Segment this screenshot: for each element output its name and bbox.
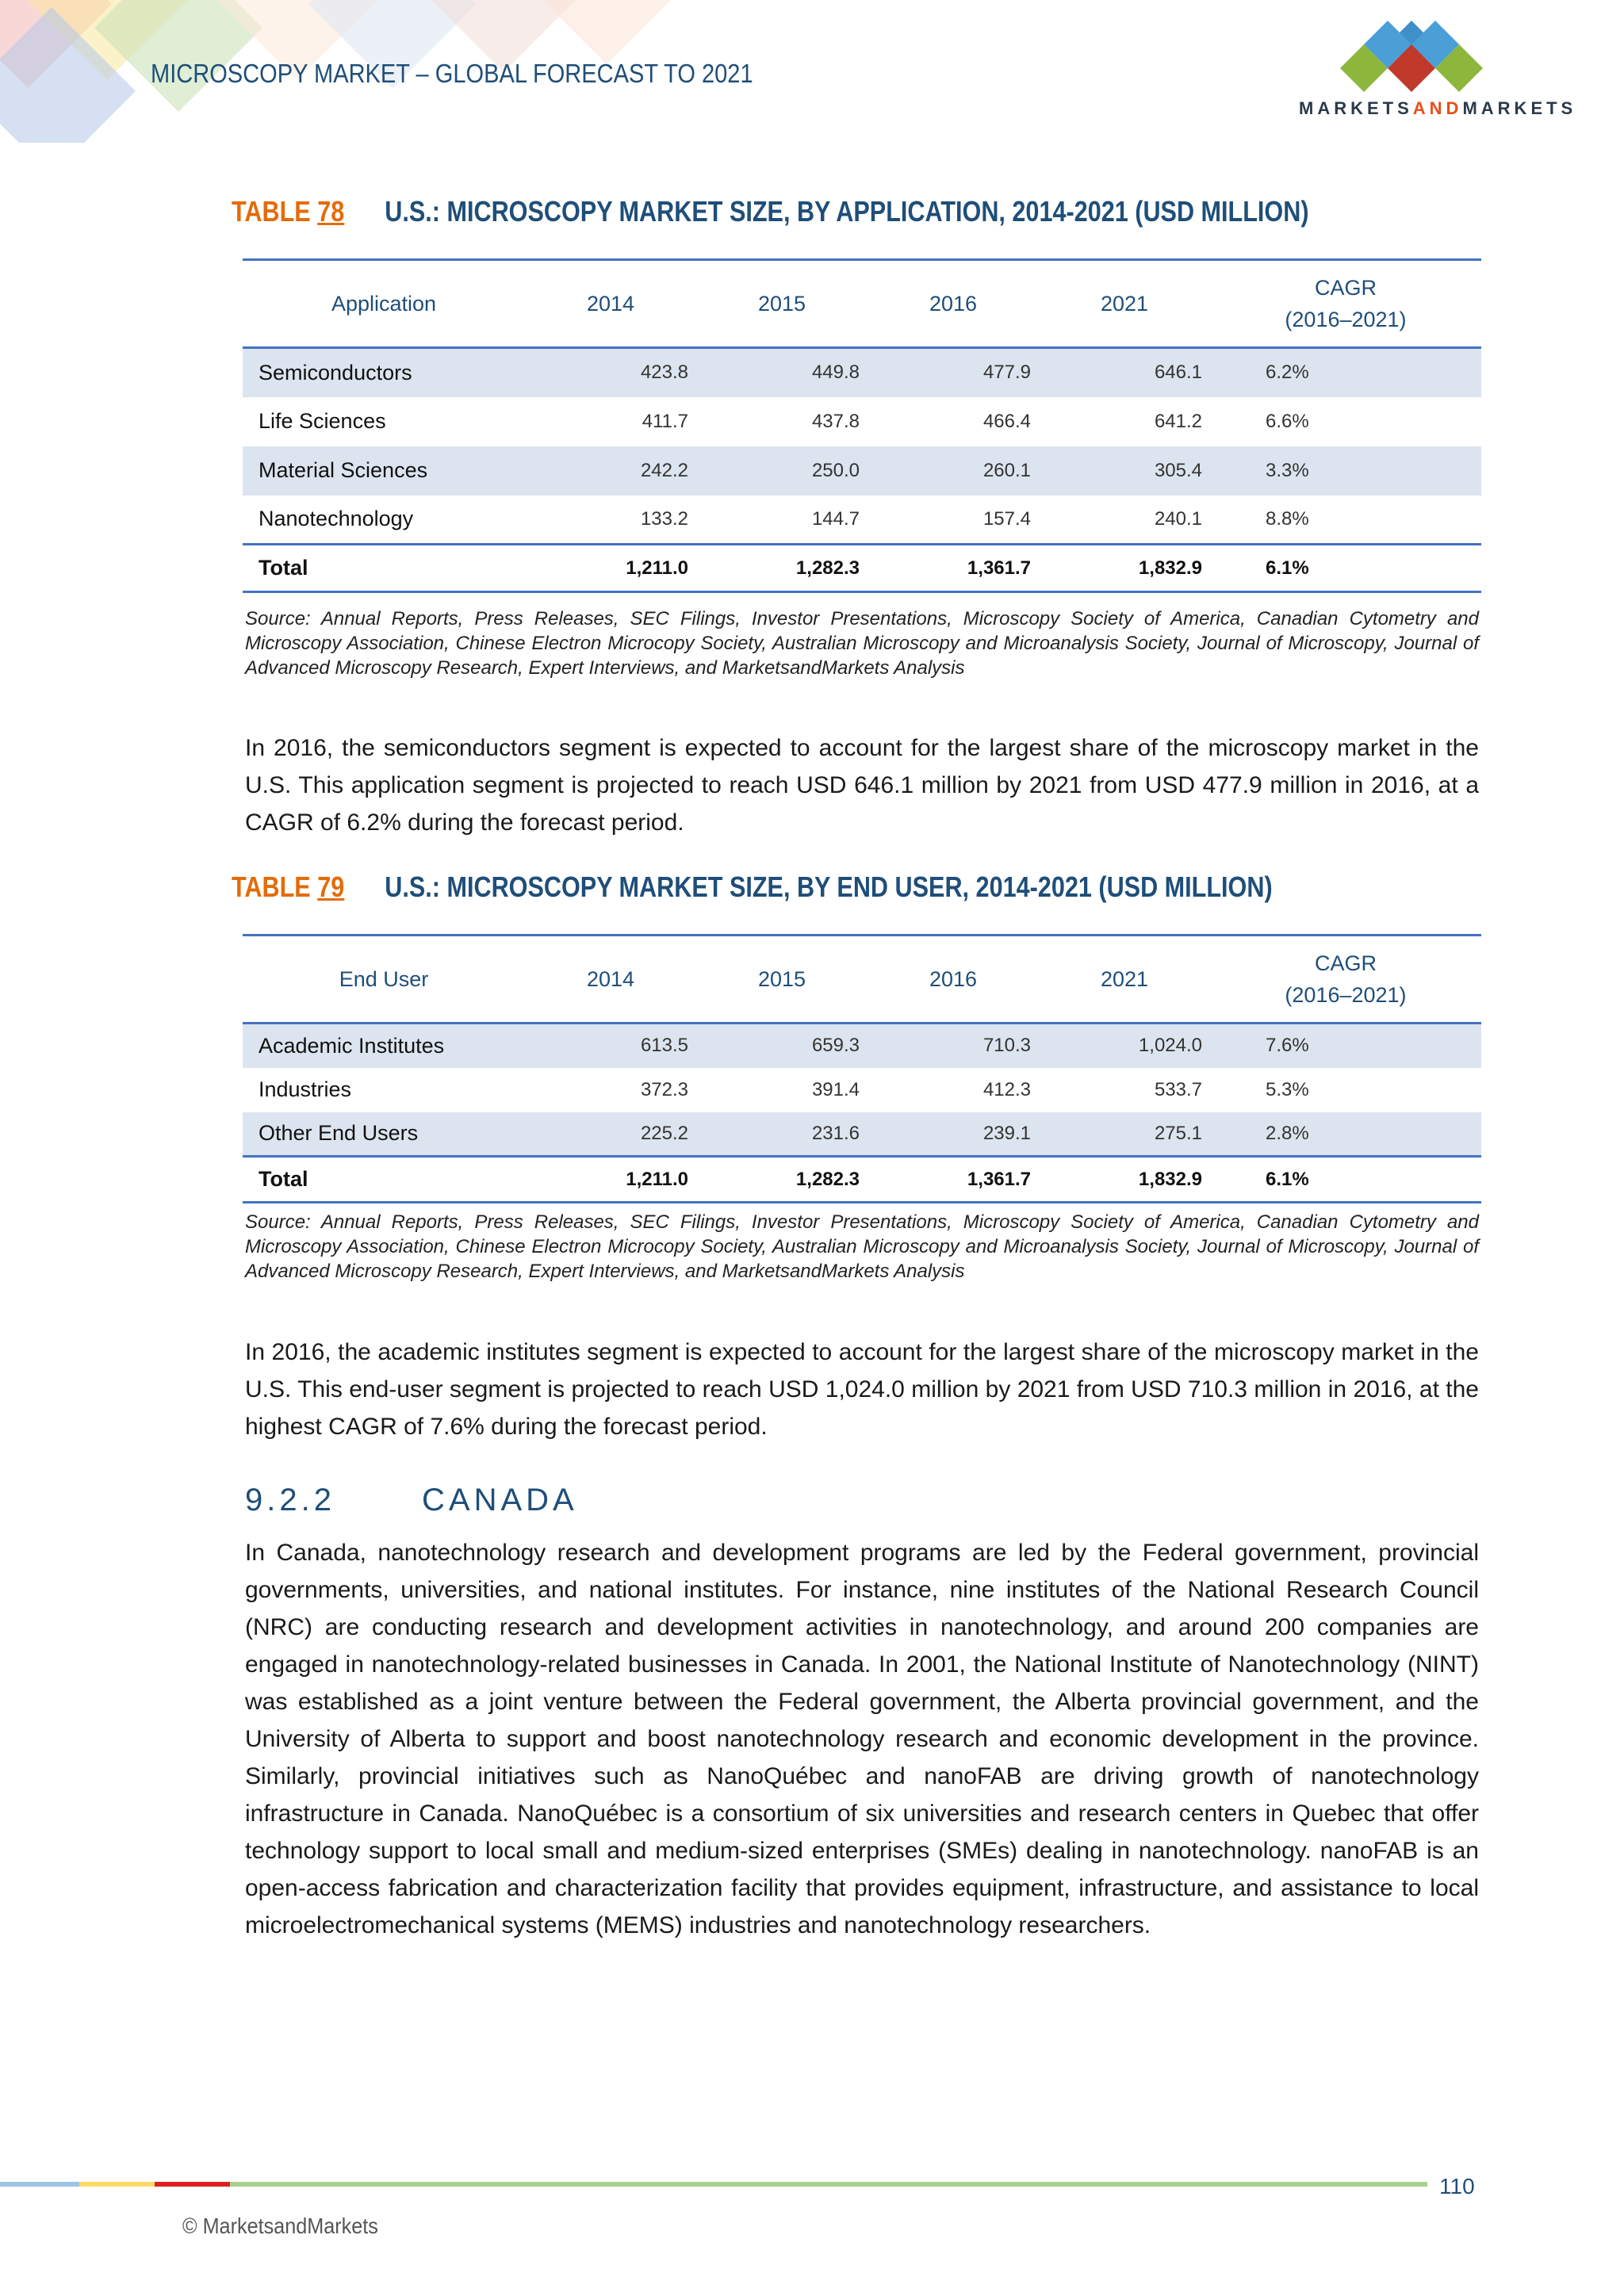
- value-cell: 533.7: [1154, 1078, 1202, 1100]
- column-header: 2016: [868, 936, 1039, 1024]
- table-total-row: [243, 1157, 1481, 1203]
- value-cell: 411.7: [642, 410, 688, 432]
- table-78: [243, 258, 1481, 593]
- footer-rule: [230, 2182, 1427, 2187]
- value-cell: 1,282.3: [696, 1157, 868, 1203]
- value-cell: 6.6%: [1266, 410, 1309, 432]
- row-label-cell: Total: [243, 545, 525, 592]
- row-label-cell: Semiconductors: [243, 348, 525, 397]
- row-label-cell: Life Sciences: [259, 409, 386, 433]
- value-cell: 613.5: [525, 1024, 696, 1068]
- value-cell: 3.3%: [1210, 446, 1481, 496]
- value-cell: 6.1%: [1210, 545, 1481, 592]
- value-cell: 260.1: [868, 446, 1039, 496]
- column-header: 2014: [525, 260, 696, 348]
- table-78-title: U.S.: MICROSCOPY MARKET SIZE, BY APPLICATION, 2014-2021 (USD MILLION): [385, 195, 1309, 228]
- value-cell: 449.8: [696, 348, 868, 397]
- table-row: [243, 397, 1481, 446]
- footer-rule-segment: [0, 2182, 79, 2187]
- column-header: 2021: [1039, 260, 1210, 348]
- value-cell: 8.8%: [1266, 507, 1309, 530]
- value-cell: 225.2: [525, 1112, 696, 1157]
- value-cell: 391.4: [811, 1078, 860, 1100]
- column-header: Application: [243, 260, 525, 348]
- table-row: [243, 496, 1481, 545]
- row-label-cell: Nanotechnology: [259, 507, 414, 531]
- table-row: [243, 1112, 1481, 1157]
- value-cell: 7.6%: [1210, 1024, 1481, 1068]
- footer-rule-segment: [79, 2182, 155, 2187]
- table-row: [243, 1024, 1481, 1068]
- value-cell: 250.0: [696, 446, 868, 496]
- table-79-title: U.S.: MICROSCOPY MARKET SIZE, BY END USER, 2014-2021 (USD MILLION): [385, 871, 1273, 903]
- table-total-row: [243, 545, 1481, 592]
- value-cell: 372.3: [640, 1078, 688, 1100]
- row-label-cell: Other End Users: [243, 1112, 525, 1157]
- value-cell: 275.1: [1039, 1112, 1210, 1157]
- table-79: [243, 934, 1481, 1203]
- table-79-number-link[interactable]: 79: [317, 871, 345, 903]
- value-cell: 1,832.9: [1039, 1157, 1210, 1203]
- value-cell: 144.7: [811, 507, 860, 530]
- table-row: [243, 348, 1481, 397]
- column-header-cagr: CAGR (2016–2021): [1210, 260, 1481, 348]
- column-header: 2014: [525, 936, 696, 1024]
- section-title: CANADA: [422, 1483, 578, 1517]
- column-header: 2021: [1039, 936, 1210, 1024]
- value-cell: 157.4: [982, 507, 1031, 530]
- page-number: 110: [1439, 2174, 1475, 2198]
- value-cell: 133.2: [640, 507, 688, 530]
- value-cell: 6.2%: [1210, 348, 1481, 397]
- value-cell: 641.2: [1154, 410, 1202, 432]
- value-cell: 1,361.7: [868, 545, 1039, 592]
- value-cell: 437.8: [811, 410, 860, 432]
- value-cell: 240.1: [1154, 507, 1202, 530]
- value-cell: 239.1: [868, 1112, 1039, 1157]
- value-cell: 412.3: [982, 1078, 1031, 1100]
- value-cell: 5.3%: [1266, 1078, 1309, 1100]
- value-cell: 710.3: [868, 1024, 1039, 1068]
- row-label-cell: Total: [243, 1157, 525, 1203]
- row-label-cell: Material Sciences: [243, 446, 525, 496]
- paragraph-canada: In Canada, nanotechnology research and development programs are led by the Federal government, provincial governments, universities, and national institutes. For instance, nine institutes of the National Research Council (NRC) are conducting research and development activities in nanotechnology, and around 200 companies are engaged in nanotechnology-related businesses in Canada. In 2001, the National Institute of Nanotechnology (NINT) was established as a joint venture between the Federal government, the Alberta provincial government, and the University of Alberta to support and boost nanotechnology research and economic development in the province. Similarly, provincial initiatives such as NanoQuébec and nanoFAB are driving growth of nanotechnology infrastructure in Canada. NanoQuébec is a consortium of six universities and research centers in Quebec that offer technology support to local small and medium-sized enterprises (SMEs) dealing in nanotechnology. nanoFAB is an open-access fabrication and characterization facility that provides equipment, infrastructure, and assistance to local microelectromechanical systems (MEMS) industries and nanotechnology researchers.: [245, 1540, 1479, 1938]
- value-cell: 1,282.3: [696, 545, 868, 592]
- value-cell: 423.8: [525, 348, 696, 397]
- value-cell: 242.2: [525, 446, 696, 496]
- table-78-number-link[interactable]: 78: [317, 195, 345, 228]
- value-cell: 1,211.0: [525, 1157, 696, 1203]
- value-cell: 231.6: [696, 1112, 868, 1157]
- value-cell: 1,211.0: [525, 545, 696, 592]
- table-78-heading: TABLE 78 U.S.: MICROSCOPY MARKET SIZE, BY APPLICATION, 2014-2021 (USD MILLION): [232, 195, 1309, 228]
- paragraph-academic-institutes: In 2016, the academic institutes segment is expected to account for the largest share of the microscopy market in the U.S. This end-user segment is projected to reach USD 1,024.0 million by 2021 from USD 710.3 million in 2016, at the highest CAGR of 7.6% during the forecast period.: [245, 1339, 1479, 1440]
- column-header: End User: [243, 936, 525, 1024]
- column-header: 2016: [868, 260, 1039, 348]
- footer-rule-segment: [155, 2182, 230, 2187]
- column-header: 2015: [696, 936, 868, 1024]
- table-79-heading: TABLE 79 U.S.: MICROSCOPY MARKET SIZE, BY END USER, 2014-2021 (USD MILLION): [232, 871, 1273, 903]
- copyright-notice: © MarketsandMarkets: [182, 2214, 378, 2238]
- table-79-source: Source: Annual Reports, Press Releases, SEC Filings, Investor Presentations, Microscopy Society of America, Canadian Cytometry and Microscopy Association, Chinese Electron Microcopy Society, Australian Microscopy and Microanalysis Society, Journal of Microscopy, Journal of Advanced Microscopy Research, Expert Interviews, and MarketsandMarkets Analysis: [245, 1211, 1479, 1282]
- value-cell: 659.3: [696, 1024, 868, 1068]
- value-cell: 2.8%: [1210, 1112, 1481, 1157]
- value-cell: 6.1%: [1210, 1157, 1481, 1203]
- paragraph-semiconductors: In 2016, the semiconductors segment is expected to account for the largest share of the microscopy market in the U.S. This application segment is projected to reach USD 646.1 million by 2021 from USD 477.9 million in 2016, at a CAGR of 6.2% during the forecast period.: [245, 735, 1479, 836]
- column-header-cagr: CAGR (2016–2021): [1210, 936, 1481, 1024]
- table-row: [243, 446, 1481, 496]
- section-number: 9.2.2: [245, 1483, 335, 1517]
- value-cell: 1,832.9: [1039, 545, 1210, 592]
- column-header: 2015: [696, 260, 868, 348]
- value-cell: 305.4: [1039, 446, 1210, 496]
- value-cell: 477.9: [868, 348, 1039, 397]
- report-header-title: MICROSCOPY MARKET – GLOBAL FORECAST TO 2021: [151, 59, 753, 88]
- table-78-source: Source: Annual Reports, Press Releases, SEC Filings, Investor Presentations, Microscopy Society of America, Canadian Cytometry and Microscopy Association, Chinese Electron Microcopy Society, Australian Microscopy and Microanalysis Society, Journal of Microscopy, Journal of Advanced Microscopy Research, Expert Interviews, and MarketsandMarkets Analysis: [245, 608, 1479, 679]
- logo-wordmark: MARKETSANDMARKETS: [1299, 98, 1577, 118]
- row-label-cell: Industries: [259, 1077, 352, 1101]
- value-cell: 1,361.7: [868, 1157, 1039, 1203]
- value-cell: 466.4: [982, 410, 1031, 432]
- value-cell: 1,024.0: [1039, 1024, 1210, 1068]
- table-row: [243, 1068, 1481, 1112]
- value-cell: 646.1: [1039, 348, 1210, 397]
- row-label-cell: Academic Institutes: [243, 1024, 525, 1068]
